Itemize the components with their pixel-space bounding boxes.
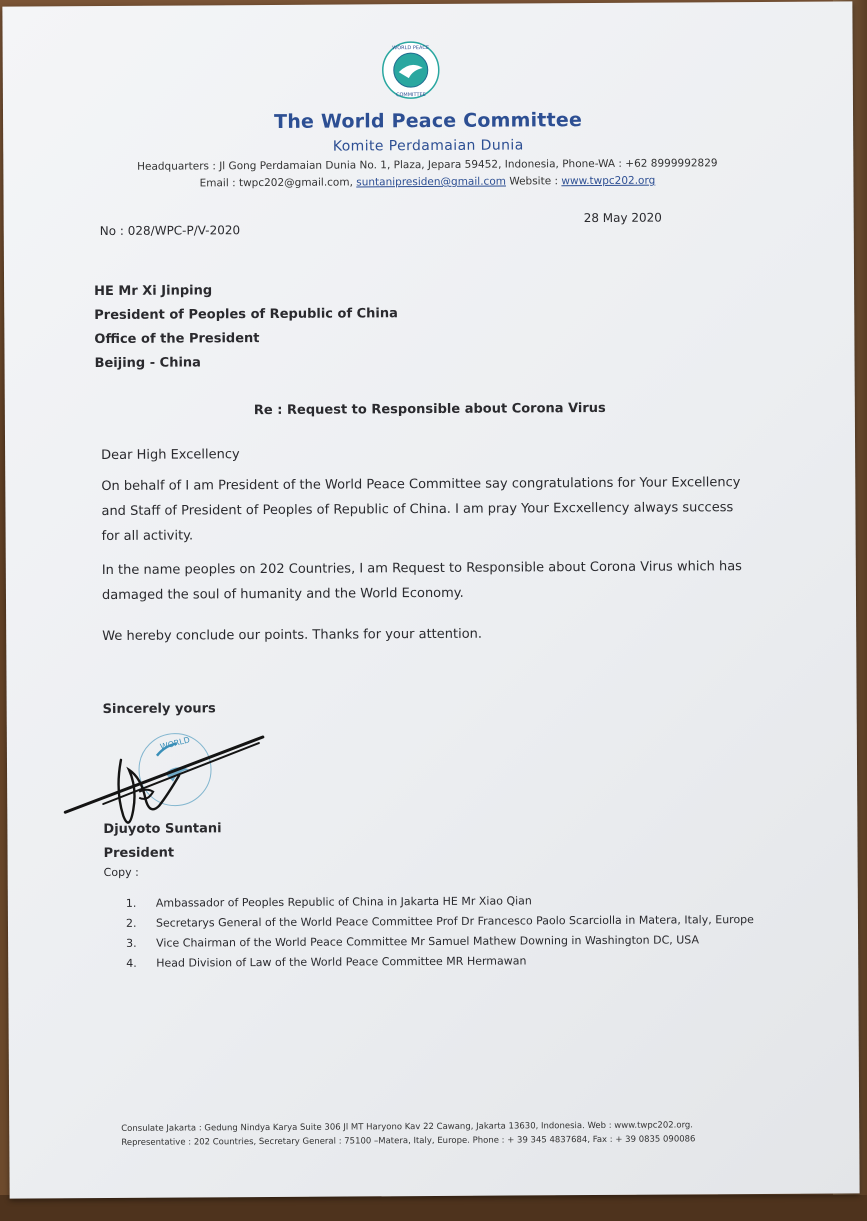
- body-paragraph: In the name peoples on 202 Countries, I am Request to Responsible about Corona Virus which has damaged the soul of humanity and the World Economy.: [101, 559, 742, 604]
- list-text: Head Division of Law of the World Peace Committee MR Hermawan: [156, 954, 527, 970]
- reference-number: No : 028/WPC-P/V-2020: [99, 223, 241, 239]
- signer-title: President: [103, 845, 175, 862]
- body-paragraph: We hereby conclude our points. Thanks for your attention.: [102, 626, 483, 645]
- org-subtitle: Komite Perdamaian Dunia: [332, 137, 524, 155]
- body-paragraph: On behalf of I am President of the World Peace Committee say congratulations for Your Excellency and Staff of President of Peoples of Republic of China. I am pray Your Excxellency always success for all activity.: [101, 475, 741, 545]
- svg-text:WORLD: WORLD: [159, 735, 191, 752]
- org-name: The World Peace Committee: [274, 109, 583, 133]
- website-link[interactable]: www.twpc202.org: [561, 174, 656, 188]
- list-number: 1.: [125, 896, 137, 910]
- recipient-block: [94, 278, 398, 376]
- list-number: 4.: [126, 956, 137, 970]
- org-logo-icon: [381, 40, 441, 100]
- list-text: Vice Chairman of the World Peace Committee Mr Samuel Mathew Downing in Washington DC, USA: [156, 933, 700, 950]
- letter-footer: [121, 1118, 771, 1150]
- list-item: [126, 950, 766, 974]
- letterhead-contact: [107, 155, 747, 193]
- letter-date: 28 May 2020: [583, 210, 662, 226]
- list-text: Secretarys General of the World Peace Committee Prof Dr Francesco Paolo Scarciolla in Matera, Italy, Europe: [155, 913, 754, 930]
- closing: Sincerely yours: [102, 701, 216, 718]
- list-text: Ambassador of Peoples Republic of China in Jakarta HE Mr Xiao Qian: [155, 894, 532, 910]
- footer-line: Consulate Jakarta : Gedung Nindya Karya Suite 306 Jl MT Haryono Kav 22 Cawang, Jakarta 13630, Indonesia. Web : www.twpc202.org.: [121, 1120, 694, 1134]
- contact-line: [107, 172, 747, 193]
- subject-line: Re : Request to Responsible about Corona Virus: [253, 400, 606, 419]
- recipient-line: Office of the President: [94, 331, 260, 348]
- recipient-line: Beijing - China: [94, 355, 201, 372]
- copy-label: Copy :: [103, 865, 139, 880]
- salutation: Dear High Excellency: [101, 447, 240, 464]
- website-label: Website :: [505, 175, 562, 188]
- letter-page: [2, 1, 859, 1198]
- recipient-line: President of Peoples of Republic of China: [94, 306, 398, 324]
- signer-name: Djuyoto Suntani: [103, 821, 222, 838]
- list-item: [126, 930, 766, 954]
- svg-text:COMMITTEE: COMMITTEE: [395, 92, 426, 99]
- signer-block: [103, 817, 221, 866]
- list-number: 2.: [125, 916, 137, 930]
- table-edge-bottom: [0, 1195, 867, 1221]
- recipient-line: HE Mr Xi Jinping: [94, 283, 213, 300]
- list-number: 3.: [126, 936, 137, 950]
- email-prefix: Email : twpc202@gmail.com,: [199, 176, 357, 190]
- headquarters-line: Headquarters : Jl Gong Perdamaian Dunia No. 1, Plaza, Jepara 59452, Indonesia, Phone-WA : +62 8999992829: [137, 157, 718, 173]
- email-link[interactable]: suntanipresiden@gmail.com: [356, 175, 506, 189]
- copy-list: [126, 890, 766, 974]
- svg-text:WORLD PEACE: WORLD PEACE: [392, 45, 430, 52]
- footer-line: Representative : 202 Countries, Secretary General : 75100 –Matera, Italy, Europe. Phone : + 39 345 4837684, Fax : + 39 0835 090086: [121, 1134, 696, 1148]
